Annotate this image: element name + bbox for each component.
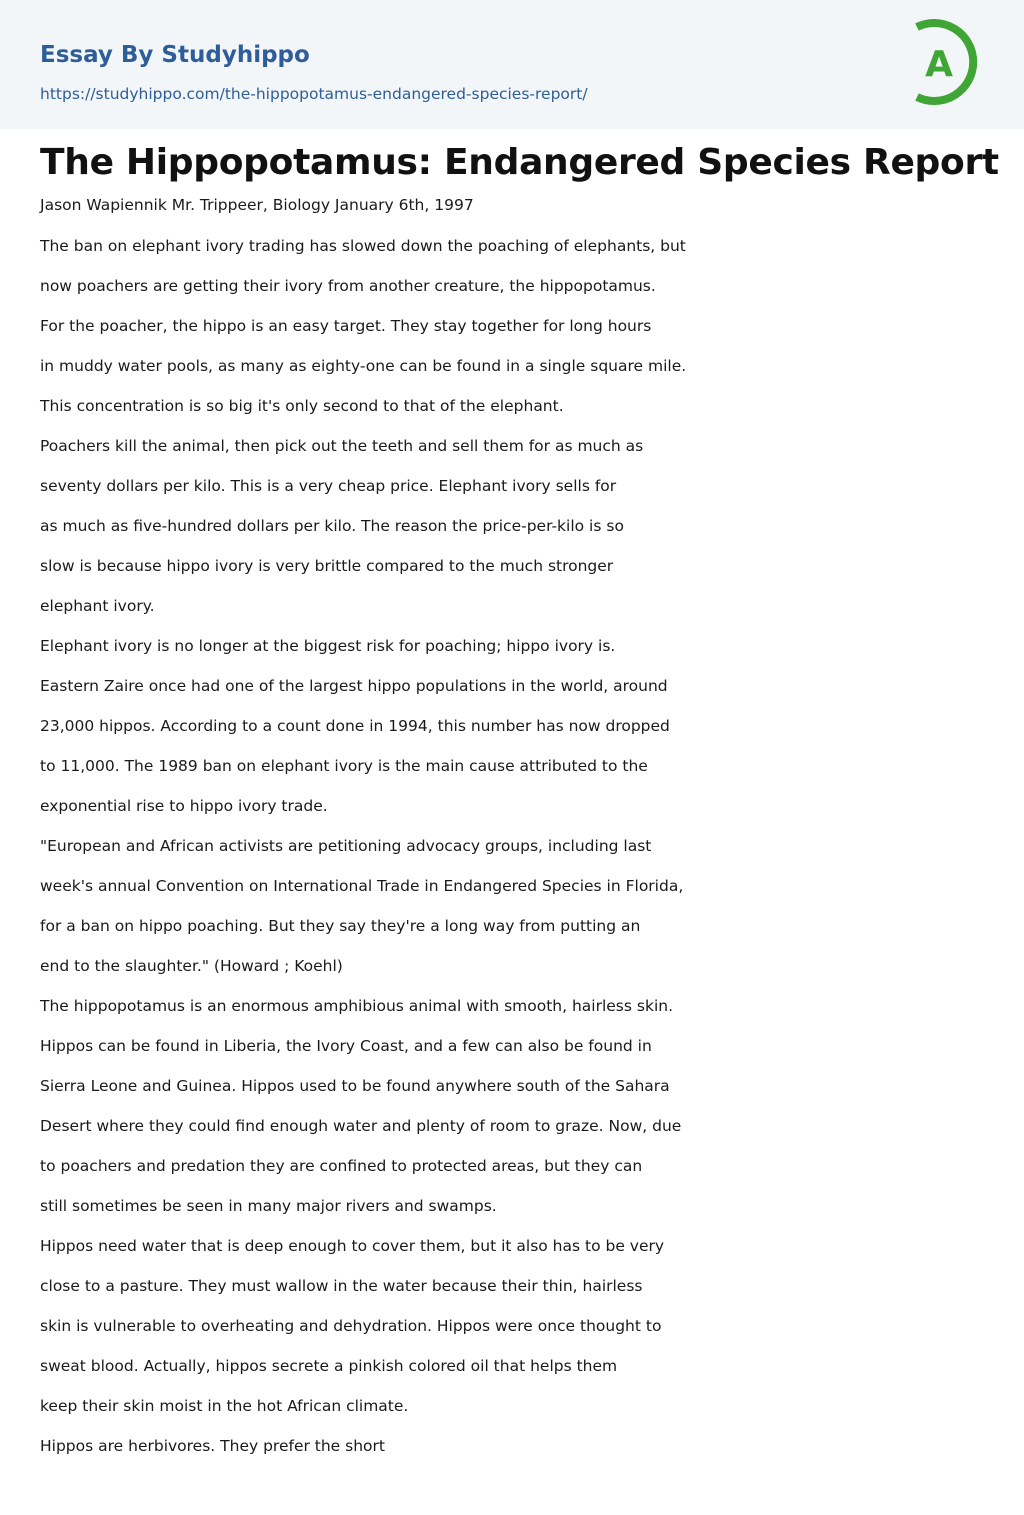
essay-line: The ban on elephant ivory trading has slowed down the poaching of elephants, but bbox=[40, 237, 686, 255]
essay-line: slow is because hippo ivory is very brittle compared to the much stronger bbox=[40, 557, 614, 575]
essay-body bbox=[40, 226, 980, 1466]
essay-line: Elephant ivory is no longer at the biggest risk for poaching; hippo ivory is. bbox=[40, 637, 616, 655]
essay-line: 23,000 hippos. According to a count done in 1994, this number has now dropped bbox=[40, 717, 670, 735]
essay-line: Desert where they could find enough water and plenty of room to graze. Now, due bbox=[40, 1117, 682, 1135]
essay-line: in muddy water pools, as many as eighty-one can be found in a single square mile. bbox=[40, 357, 687, 375]
studyhippo-logo-icon[interactable] bbox=[909, 17, 989, 107]
essay-line: to poachers and predation they are confined to protected areas, but they can bbox=[40, 1157, 643, 1175]
essay-line: Hippos are herbivores. They prefer the short bbox=[40, 1437, 385, 1455]
essay-line: sweat blood. Actually, hippos secrete a pinkish colored oil that helps them bbox=[40, 1357, 618, 1375]
essay-line: Eastern Zaire once had one of the largest hippo populations in the world, around bbox=[40, 677, 668, 695]
essay-url-link[interactable]: https://studyhippo.com/the-hippopotamus-endangered-species-report/ bbox=[40, 85, 588, 103]
essay-line: Poachers kill the animal, then pick out the teeth and sell them for as much as bbox=[40, 437, 644, 455]
essay-line: skin is vulnerable to overheating and dehydration. Hippos were once thought to bbox=[40, 1317, 662, 1335]
essay-line: keep their skin moist in the hot African climate. bbox=[40, 1397, 409, 1415]
essay-line: elephant ivory. bbox=[40, 597, 155, 615]
essay-line: The hippopotamus is an enormous amphibious animal with smooth, hairless skin. bbox=[40, 997, 673, 1015]
essay-line: exponential rise to hippo ivory trade. bbox=[40, 797, 328, 815]
essay-line: Hippos need water that is deep enough to cover them, but it also has to be very bbox=[40, 1237, 665, 1255]
essay-line: Sierra Leone and Guinea. Hippos used to be found anywhere south of the Sahara bbox=[40, 1077, 670, 1095]
essay-line: still sometimes be seen in many major rivers and swamps. bbox=[40, 1197, 497, 1215]
essay-line: week's annual Convention on International Trade in Endangered Species in Florida, bbox=[40, 877, 684, 895]
brand-name[interactable]: Essay By Studyhippo bbox=[40, 42, 310, 68]
essay-line: close to a pasture. They must wallow in the water because their thin, hairless bbox=[40, 1277, 643, 1295]
essay-line: now poachers are getting their ivory from another creature, the hippopotamus. bbox=[40, 277, 656, 295]
essay-line: This concentration is so big it's only second to that of the elephant. bbox=[40, 397, 564, 415]
essay-line: as much as five-hundred dollars per kilo. The reason the price-per-kilo is so bbox=[40, 517, 624, 535]
essay-line: Hippos can be found in Liberia, the Ivory Coast, and a few can also be found in bbox=[40, 1037, 652, 1055]
essay-line: to 11,000. The 1989 ban on elephant ivory is the main cause attributed to the bbox=[40, 757, 648, 775]
essay-line: For the poacher, the hippo is an easy target. They stay together for long hours bbox=[40, 317, 652, 335]
essay-line: end to the slaughter." (Howard ; Koehl) bbox=[40, 957, 343, 975]
page-title: The Hippopotamus: Endangered Species Report bbox=[40, 142, 999, 183]
essay-line: seventy dollars per kilo. This is a very cheap price. Elephant ivory sells for bbox=[40, 477, 617, 495]
essay-line: for a ban on hippo poaching. But they say they're a long way from putting an bbox=[40, 917, 641, 935]
site-header bbox=[0, 0, 1024, 129]
essay-byline: Jason Wapiennik Mr. Trippeer, Biology January 6th, 1997 bbox=[40, 196, 474, 214]
essay-line: "European and African activists are petitioning advocacy groups, including last bbox=[40, 837, 652, 855]
logo-letter: A bbox=[925, 44, 953, 85]
